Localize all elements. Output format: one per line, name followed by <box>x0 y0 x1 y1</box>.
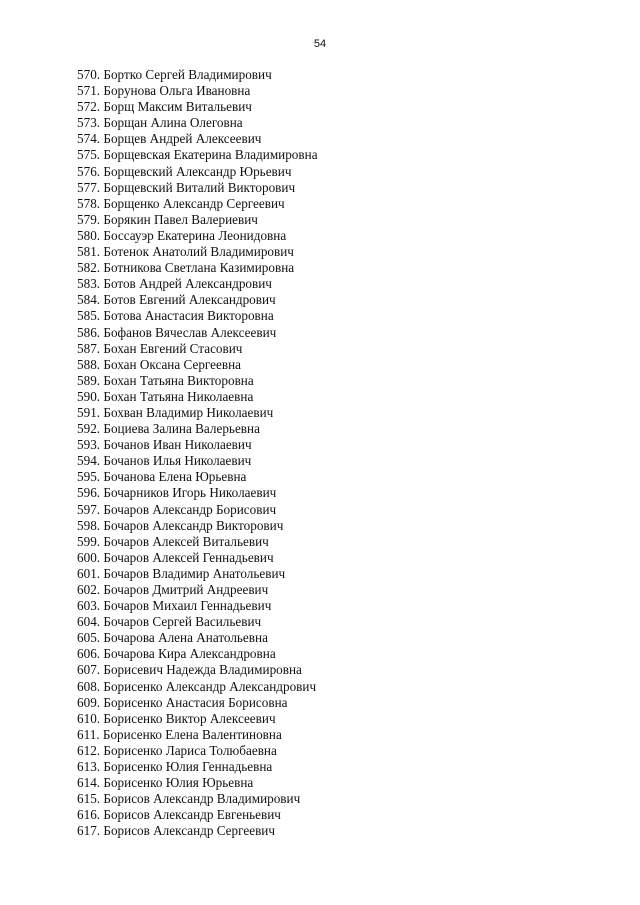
list-item: 597. Бочаров Александр Борисович <box>77 501 277 517</box>
list-item: 589. Бохан Татьяна Викторовна <box>77 372 254 388</box>
list-item: 611. Борисенко Елена Валентиновна <box>77 726 282 742</box>
list-item: 613. Борисенко Юлия Геннадьевна <box>77 759 273 775</box>
list-item: 592. Боциева Залина Валерьевна <box>77 421 260 437</box>
list-item: 595. Бочанова Елена Юрьевна <box>77 469 247 485</box>
list-item: 583. Ботов Андрей Александрович <box>77 276 272 292</box>
list-item: 587. Бохан Евгений Стасович <box>77 340 243 356</box>
list-item: 615. Борисов Александр Владимирович <box>77 791 301 807</box>
list-item: 572. Борщ Максим Витальевич <box>77 99 252 115</box>
list-item: 575. Борщевская Екатерина Владимировна <box>77 147 318 163</box>
list-item: 596. Бочарников Игорь Николаевич <box>77 485 277 501</box>
list-item: 617. Борисов Александр Сергеевич <box>77 823 275 839</box>
list-item: 601. Бочаров Владимир Анатольевич <box>77 565 286 581</box>
list-item: 573. Борщан Алина Олеговна <box>77 115 243 131</box>
list-item: 602. Бочаров Дмитрий Андреевич <box>77 582 269 597</box>
list-item: 571. Борунова Ольга Ивановна <box>77 83 251 99</box>
list-item: 578. Борщенко Александр Сергеевич <box>77 195 285 211</box>
list-item: 603. Бочаров Михаил Геннадьевич <box>77 598 272 614</box>
list-item: 599. Бочаров Алексей Витальевич <box>77 533 269 549</box>
list-item: 590. Бохан Татьяна Николаевна <box>77 388 254 404</box>
list-item: 609. Борисенко Анастасия Борисовна <box>77 694 288 710</box>
list-item: 600. Бочаров Алексей Геннадьевич <box>77 549 274 565</box>
list-item: 610. Борисенко Виктор Алексеевич <box>77 710 276 726</box>
list-item: 598. Бочаров Александр Викторович <box>77 517 284 533</box>
list-item: 612. Борисенко Лариса Толюбаевна <box>77 742 277 758</box>
list-item: 585. Ботова Анастасия Викторовна <box>77 308 274 324</box>
list-item: 594. Бочанов Илья Николаевич <box>77 453 252 469</box>
list-item: 604. Бочаров Сергей Васильевич <box>77 614 262 630</box>
page-number: 54 <box>313 38 327 50</box>
list-item: 580. Боссауэр Екатерина Леонидовна <box>77 227 287 243</box>
list-item: 608. Борисенко Александр Александрович <box>77 678 317 694</box>
list-item: 605. Бочарова Алена Анатольевна <box>77 630 268 646</box>
list-item: 584. Ботов Евгений Александрович <box>77 292 276 308</box>
list-item: 607. Борисевич Надежда Владимировна <box>77 662 302 678</box>
list-item: 576. Борщевский Александр Юрьевич <box>77 163 292 179</box>
list-item: 588. Бохан Оксана Сергеевна <box>77 356 241 372</box>
list-item: 606. Бочарова Кира Александровна <box>77 646 276 662</box>
list-item: 579. Борякин Павел Валериевич <box>77 211 258 227</box>
list-item: 616. Борисов Александр Евгеньевич <box>77 807 281 823</box>
list-item: 582. Ботникова Светлана Казимировна <box>77 260 295 276</box>
list-item: 570. Бортко Сергей Владимирович <box>77 67 272 82</box>
list-item: 577. Борщевский Виталий Викторович <box>77 179 296 195</box>
name-list <box>77 67 318 840</box>
list-item: 591. Бохван Владимир Николаевич <box>77 404 274 420</box>
list-item: 614. Борисенко Юлия Юрьевна <box>77 775 254 791</box>
list-item: 581. Ботенок Анатолий Владимирович <box>77 244 294 260</box>
list-item: 593. Бочанов Иван Николаевич <box>77 437 252 453</box>
list-item: 586. Бофанов Вячеслав Алексеевич <box>77 324 277 340</box>
list-item: 574. Борщев Андрей Алексеевич <box>77 131 262 147</box>
